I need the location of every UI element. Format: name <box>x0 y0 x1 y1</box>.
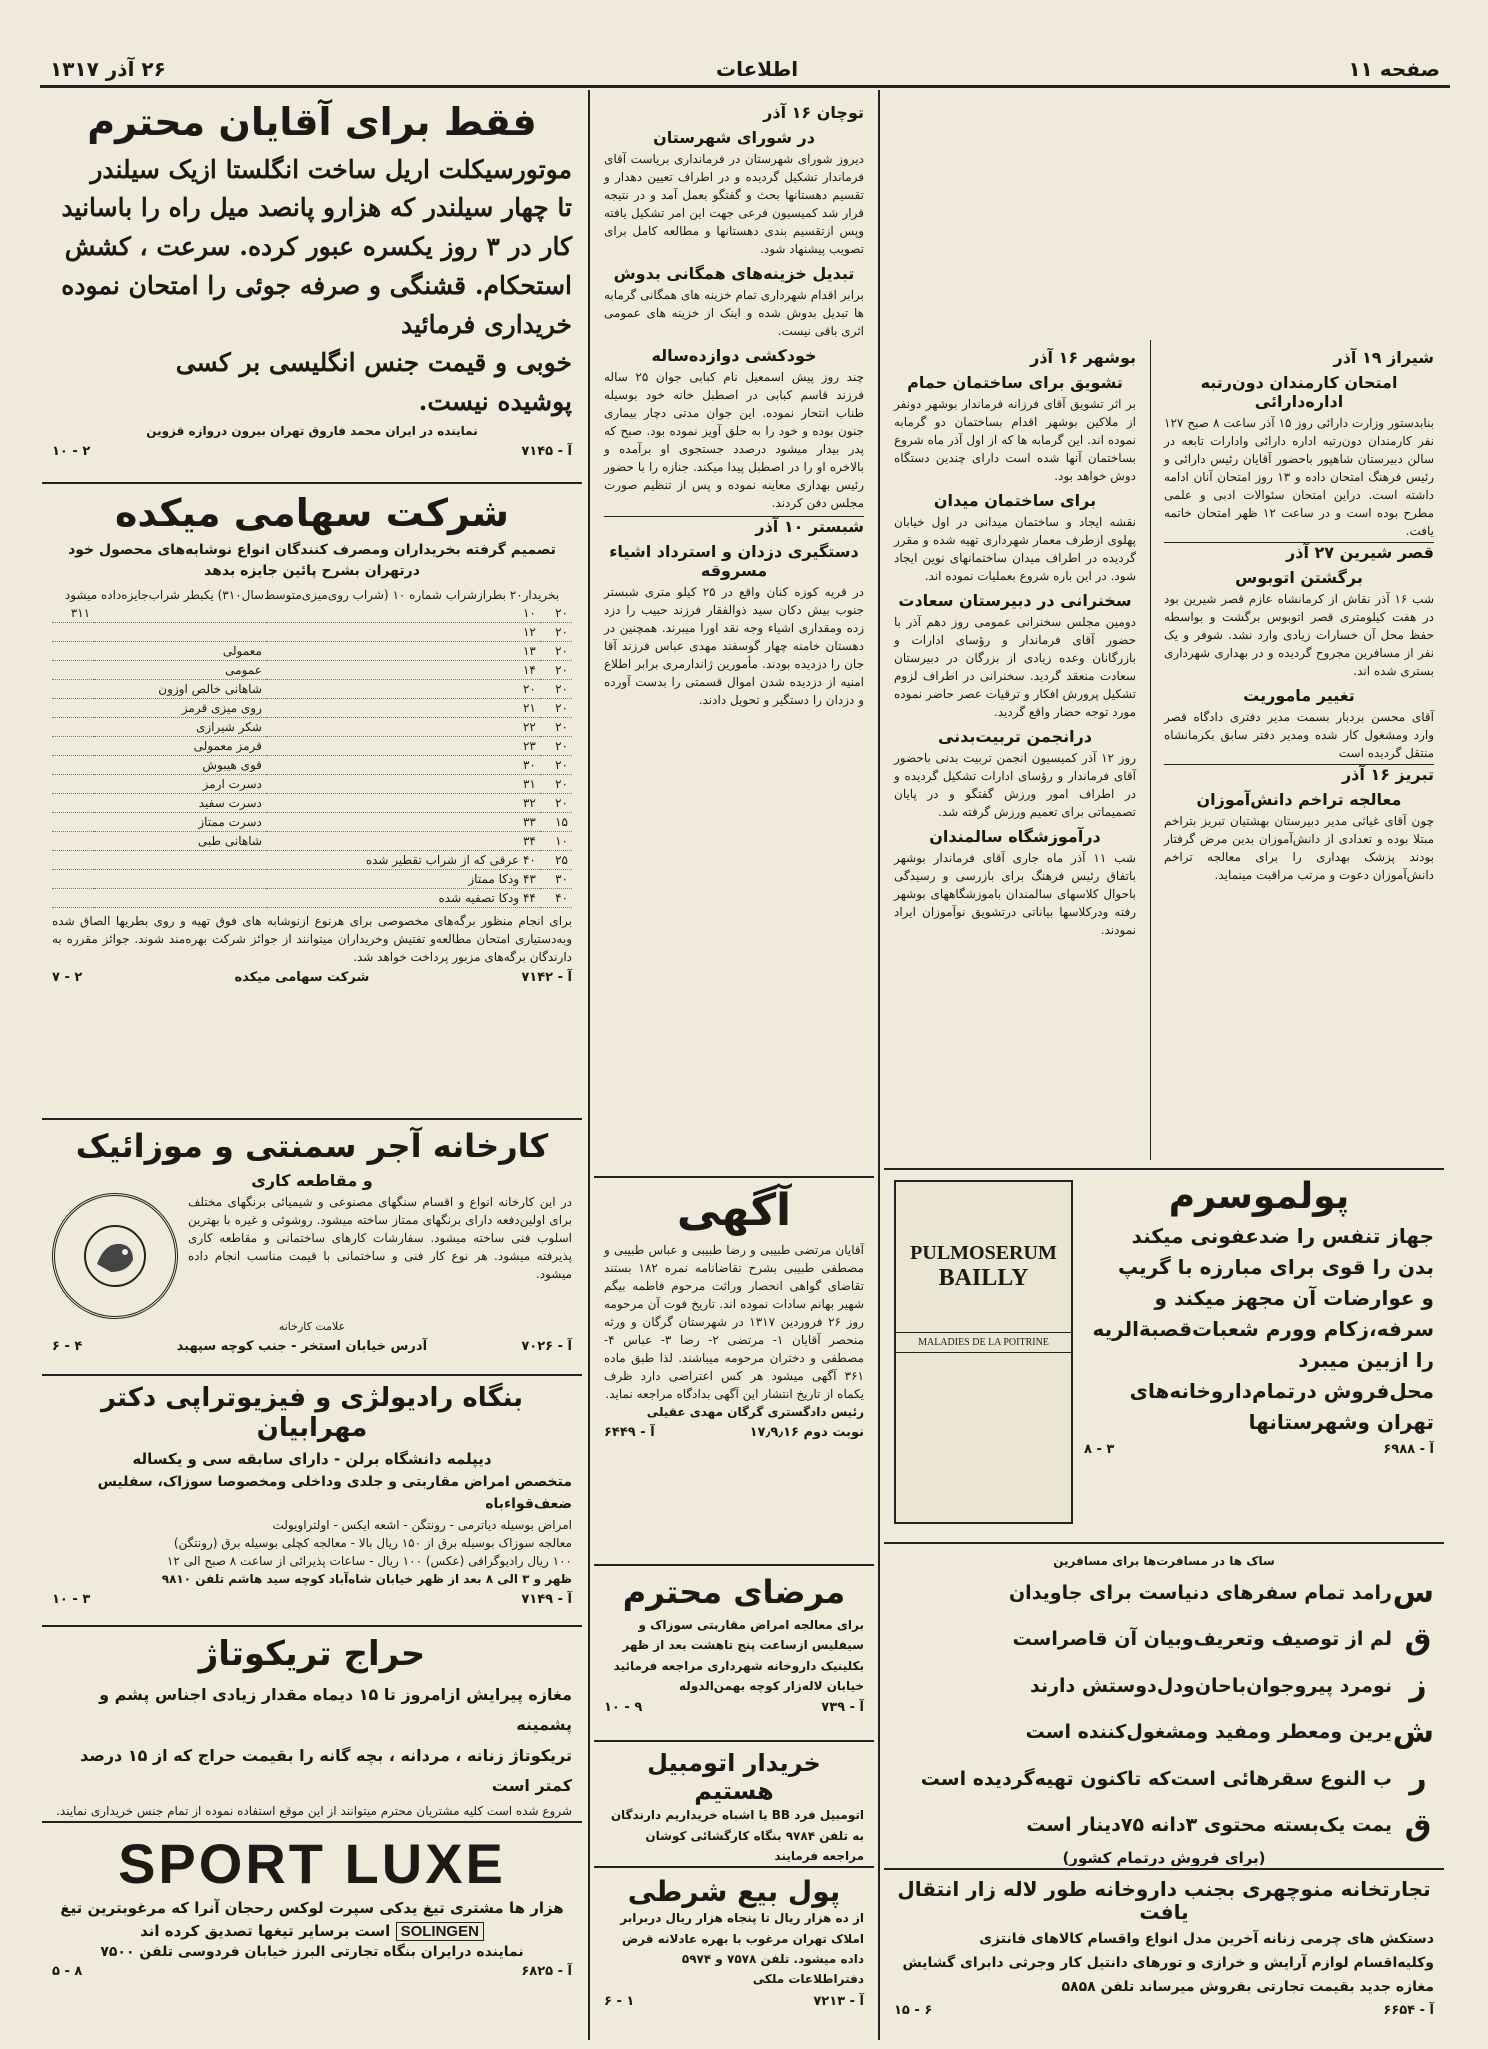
news-heading: تبدیل خزینه‌های همگانی بدوش <box>613 264 855 283</box>
price-cell: شکر شیرازی <box>94 717 266 736</box>
tile-subtitle: و مقاطعه کاری <box>251 1170 373 1190</box>
price-cell: ۳۲ <box>266 793 540 812</box>
bags-header: ساک ها در مسافرت‌ها برای مسافرین <box>1053 1554 1275 1568</box>
news-body: دیروز شورای شهرستان در فرمانداری بریاست آقای فرماندار تشکیل گردیده و در اطراف تعیین دهدار و تقسیم دهستانها بحث و گفتگو بعمل آمد و در نتیجه قرار شد کمیسیون فرعی جهت این امر تشکیل یافته وپس ازتقسیم بندی دهستانها و مطالعه کامل برای تصویب پیشنهاد شود. <box>604 152 864 256</box>
column-rule-middle <box>878 90 880 2040</box>
acrostic-row <box>894 1803 1434 1850</box>
price-cell: ۳۴ <box>266 831 540 850</box>
carbuyer-title: خریدار اتومبیل هستیم <box>647 1749 821 1805</box>
price-cell: شاهانی طبی <box>94 831 266 850</box>
price-row <box>52 604 572 623</box>
radiology-line: معالجه سوزاک بوسیله برق از ۱۵۰ ریال بالا - معالجه کچلی بوسیله برق (رونتگن) <box>173 1535 572 1550</box>
news-heading: سخنرانی در دبیرستان سعادت <box>898 591 1132 610</box>
tile-title: کارخانه آجر سمنتی و موزائیک <box>75 1127 549 1165</box>
sport-luxe-brand: SPORT LUXE <box>118 1832 506 1895</box>
page-number: صفحه ۱۱ <box>1348 56 1440 81</box>
price-row <box>52 774 572 793</box>
pulmoserum-line: محل‌فروش درتمام‌داروخانه‌های <box>1129 1379 1434 1404</box>
dateline: بوشهر ۱۶ آذر <box>1030 348 1136 367</box>
price-cell: ۱۰ <box>540 831 572 850</box>
price-cell <box>52 755 94 774</box>
winery-ad <box>42 486 582 1116</box>
price-cell: ۲۰ <box>540 660 572 679</box>
sport-line: هزار ها مشتری تیغ یدکی سپرت لوکس رحجان آنرا که مرغوبترین تیغ <box>60 1899 564 1917</box>
acrostic-letter: ق <box>1404 1621 1432 1657</box>
divider <box>884 1868 1444 1870</box>
ad-code: آ - ۷۲۱۳ <box>813 1993 864 2009</box>
motorcycle-line: کار در ۳ روز یکسره عبور کرده. سرعت ، کشش <box>64 232 572 262</box>
pharmacy-title: تجارتخانه منوچهری بجنب داروخانه طور لاله زار انتقال یافت <box>897 1877 1431 1924</box>
acrostic-letter: ش <box>1392 1714 1434 1750</box>
pulmoserum-title: پولموسرم <box>1168 1176 1350 1217</box>
price-cell <box>94 622 266 641</box>
news-heading: تشویق برای ساختمان حمام <box>907 373 1123 392</box>
divider <box>42 482 582 484</box>
dateline: توچان ۱۶ آذر <box>763 103 864 122</box>
price-cell: معمولی <box>94 641 266 660</box>
acrostic-row <box>894 1570 1434 1617</box>
winery-note: بخریدار۲۰ بطرازشراب شماره ۱۰ (شراب روی‌میزی‌متوسط‌سال۳۱۰) یکبطر شراب‌جایزه‌داده میشود <box>64 587 560 602</box>
price-cell: ۲۰ <box>540 641 572 660</box>
car-buyer-ad <box>594 1744 874 1864</box>
price-cell: ۳۳ <box>266 812 540 831</box>
price-cell: شاهانی خالص اوزون <box>94 679 266 698</box>
acrostic-text: ب النوع سقرهائی است‌که تاکنون تهیه‌گردیده است <box>920 1767 1392 1790</box>
news-heading: برای ساختمان میدان <box>933 491 1097 510</box>
notice-title: آگهی <box>676 1185 792 1236</box>
acrostic-letter: ر <box>1409 1761 1427 1796</box>
price-cell <box>52 698 94 717</box>
radiology-line: امراض بوسیله دیاترمی - رونتگن - اشعه ایکس - اولتراویولت <box>272 1517 572 1532</box>
price-row <box>52 660 572 679</box>
pulmoserum-line: و عوارضات آن مجهز میکند و <box>1154 1286 1434 1311</box>
price-row <box>52 641 572 660</box>
solingen-brand: SOLINGEN <box>396 1922 484 1941</box>
price-cell: ۱۵ <box>540 812 572 831</box>
price-cell <box>94 869 266 888</box>
price-row <box>52 812 572 831</box>
radiology-line: متخصص امراض مقاربتی و جلدی وداخلی ومخصوصا سوزاک، سفلیس ضعف‌قواءباه <box>97 1473 572 1513</box>
ad-code: آ - ۶۹۸۸ <box>1383 1442 1434 1458</box>
price-cell: ۲۰ <box>540 755 572 774</box>
price-row <box>52 679 572 698</box>
pulmoserum-maker: BAILLY <box>938 1265 1029 1291</box>
ad-code: آ - ۷۱۴۵ <box>521 443 572 459</box>
winery-sign: شرکت سهامی میکده <box>234 969 370 985</box>
acrostic-letter: ز <box>1409 1668 1427 1703</box>
price-cell <box>52 831 94 850</box>
tricot-title: حراج تریکوتاژ <box>198 1634 426 1674</box>
pulmoserum-label: MALADIES DE LA POITRINE <box>896 1332 1071 1353</box>
news-body: شب ۱۱ آذر ماه جاری آقای فرماندار بوشهر باتفاق رئیس فرهنگ برای بازرسی و رسیدگی باحوال کلاسهای سالمندان باموزشگاههای بوشهر رفته ودرکلاسها بیاناتی درتشویق نوآموزان ایراد نمودند. <box>894 851 1136 937</box>
lion-emblem-icon <box>75 1216 155 1296</box>
pharmacy-body: دستکش های چرمی زنانه آخرین مدل انواع واقسام کالاهای فانتزی وکلیه‌اقسام لوازم آرایش و خرازی و تورهای دانتیل کار وجرثی دابرای گشایش مغازه جدید بقیمت تجارتی بفروش میرساند تلفن ۵۸۵۸ <box>902 1931 1434 1995</box>
motorcycle-line: خریداری فرمائید <box>401 309 572 339</box>
ad-code: آ - ۷۱۴۲ <box>521 969 572 985</box>
price-cell: قرمز معمولی <box>94 736 266 755</box>
tile-body: در این کارخانه انواع و اقسام سنگهای مصنوعی و شیمیائی برنگهای مختلف برای اولین‌دفعه دارای برنگهای ممتاز ساخته میشود. روشوئی و غیره با بهترین اسلوب فنی ساخته میشود. سفارشات کارهای ساختمانی و مقاطعه کاری پذیرفته میشود. هر نوع کار فنی و ساختمانی با قیمت مناسب انجام داده میشود. <box>188 1194 572 1281</box>
pulmoserum-box <box>894 1180 1073 1524</box>
sport-line: نماینده درایران بنگاه تجارتی البرز خیابان فردوسی تلفن ۷۵۰۰ <box>100 1943 524 1960</box>
notice-date: نوبت دوم ۱۷٫۹٫۱۶ <box>749 1424 864 1440</box>
motorcycle-title: فقط برای آقایان محترم <box>87 100 537 144</box>
ad-code: آ - ۷۳۹ <box>821 1700 864 1716</box>
price-cell: ۲۰ <box>540 698 572 717</box>
column-rule-left <box>588 90 590 2040</box>
pulmoserum-line: تهران وشهرستانها <box>1248 1410 1434 1435</box>
news-heading: معالجه تراخم دانش‌آموزان <box>1196 790 1402 809</box>
price-cell: ۲۰ <box>540 604 572 623</box>
loan-body: از ده هزار ریال تا پنجاه هزار ریال دربرابر املاک تهران مرغوب با بهره عادلانه قرض داده میشود. تلفن ۷۵۷۸ و ۵۹۷۴ دفتراطلاعات ملکی <box>620 1911 864 1987</box>
news-body: بنابدستور وزارت دارائی روز ۱۵ آذر ساعت ۸ صبح ۱۲۷ نفر کارمندان دون‌رتبه اداره دارائی وادارات تابعه در سالن دبیرستان شاهپور باحضور آقایان رئیس دارائی و رئیس فرهنگ امتحان داده و ۱۳ روز امتحان آنان ادامه داشته است. دراین امتحان سئوالات ادبی و علمی مطرح بوده است و در ساعت ۱۲ ظهر امتحان خاتمه یافت. <box>1164 416 1435 538</box>
loan-ad <box>594 1870 874 2040</box>
acrostic-row <box>894 1756 1434 1803</box>
price-cell: دسرت سفید <box>94 793 266 812</box>
pulmoserum-line: را ازبین میبرد <box>1298 1348 1434 1373</box>
news-heading: در شورای شهرستان <box>653 128 815 147</box>
divider <box>42 1625 582 1627</box>
divider <box>594 1176 874 1178</box>
radiology-ad <box>42 1378 582 1623</box>
tile-factory-ad <box>42 1122 582 1372</box>
ad-code: ۲ - ۷ <box>52 969 83 985</box>
ad-code: ۶ - ۱۵ <box>894 2003 933 2019</box>
patients-body: برای معالجه امراض مقاربتی سوزاک و سیفلیس ازساعت پنج تاهشت بعد از ظهر بکلینیک داروخانه شهرداری مراجعه فرمائید خیابان لاله‌زار کوچه بهمن‌الدوله <box>613 1617 864 1693</box>
price-cell: ۲۰ <box>540 717 572 736</box>
divider <box>42 1821 582 1823</box>
notice-sign: رئیس دادگستری گرگان مهدی عقیلی <box>646 1404 864 1419</box>
paper-name: اطلاعات <box>716 56 799 81</box>
price-cell <box>52 679 94 698</box>
price-row <box>52 717 572 736</box>
acrostic-text: لم از توصیف وتعریف‌وبیان آن قاصراست <box>1012 1628 1392 1651</box>
tricot-line: تریکوتاژ زنانه ، مردانه ، بچه گانه را بقیمت حراج که از ۱۵ درصد کمتر است <box>80 1745 572 1796</box>
news-body: دومین مجلس سخنرانی عمومی روز دهم آذر با حضور آقای فرماندار و رؤسای ادارات و بازرگانان وعده زیادی از بزرگان در دبیرستان سعادت منعقد گردید. سخنرانی در اطراف لزوم تشکیل پرورش افکار و ترقیات عصر حاضر نموده مورد توجه حضار واقع گردید. <box>894 615 1136 719</box>
sport-luxe-ad <box>42 1825 582 2035</box>
price-cell <box>52 812 94 831</box>
price-cell: ۳۱ <box>266 774 540 793</box>
price-cell: ۱۳ <box>266 641 540 660</box>
seal-caption: علامت کارخانه <box>278 1319 346 1333</box>
price-cell: دسرت ممتاز <box>94 812 266 831</box>
news-body: برابر اقدام شهرداری تمام خزینه های همگانی گرمابه ها تبدیل بدوش شده و اینک از خزینه های عمومی اثری باقی نیست. <box>604 288 864 338</box>
radiology-line: دیپلمه دانشگاه برلن - دارای سابقه سی و یکساله <box>132 1449 492 1468</box>
sport-line: است برسایر تیغها تصدیق کرده اند <box>140 1921 391 1940</box>
price-cell: ۲۲ <box>266 717 540 736</box>
dateline: قصر شیرین ۲۷ آذر <box>1164 542 1434 562</box>
price-cell: ۲۳ <box>266 736 540 755</box>
price-row <box>52 698 572 717</box>
acrostic-row <box>894 1710 1434 1757</box>
price-cell: ۳۰ <box>540 869 572 888</box>
ad-code: ۴ - ۶ <box>52 1339 83 1355</box>
winery-body: برای انجام منظور برگه‌های مخصوصی برای هرنوع ازنوشابه های فوق تهیه و روی بطریها الصاق شده وبه‌دستیاری امتحان مطالعه‌و تفتیش وخریداران میتوانند از جوائز شرکت بهره‌مند شوند. جوائز مقرره به دارندگان برگه‌های مزبور پرداخت خواهد شد. <box>52 913 572 964</box>
patients-ad <box>594 1568 874 1738</box>
divider <box>594 1564 874 1566</box>
pulmoserum-ad <box>884 1172 1444 1540</box>
price-row <box>52 793 572 812</box>
ad-code: آ - ۷۰۲۶ <box>521 1339 572 1355</box>
motorcycle-line: خوبی و قیمت جنس انگلیسی بر کسی <box>175 348 572 378</box>
bags-note: (برای فروش درتمام کشور) <box>1062 1849 1266 1866</box>
price-row <box>52 736 572 755</box>
tricot-line: مغازه پیرایش ازامروز تا ۱۵ دیماه مقدار زیادی اجناس‌ پشم و پشمینه <box>99 1685 572 1735</box>
price-row <box>52 888 572 907</box>
price-cell: ۲۰ <box>540 793 572 812</box>
price-cell <box>52 869 94 888</box>
pulmoserum-line: جهاز تنفس را ضدعفونی میکند <box>1131 1224 1434 1249</box>
acrostic-text: نومرد پیروجوان‌باحان‌ودل‌دوستش دارند <box>1030 1674 1392 1697</box>
radiology-title: بنگاه رادیولژی و فیزیوتراپی دکتر مهرابیان <box>100 1383 524 1443</box>
price-cell: ۲۰ <box>266 679 540 698</box>
divider <box>884 1542 1444 1544</box>
price-cell: ۴۰ عرقی که از شراب تقطیر شده <box>266 850 540 869</box>
divider <box>42 1118 582 1120</box>
notice-ad <box>594 1180 874 1562</box>
motorcycle-line: تا چهار سیلندر که هزارو پانصد میل راه را باسانید <box>61 193 572 223</box>
price-cell: ۴۴ ودکا تصفیه شده <box>266 888 540 907</box>
price-cell: ۲۵ <box>540 850 572 869</box>
news-heading: دستگیری دزدان و استرداد اشیاء مسروقه <box>609 542 859 580</box>
price-cell <box>52 850 94 869</box>
price-cell: ۱۰ <box>266 604 540 623</box>
price-cell: ۱۴ <box>266 660 540 679</box>
tricot-ad <box>42 1629 582 1819</box>
ad-code: ۸ - ۵ <box>52 1963 83 1979</box>
pulmoserum-line: سرفه،زکام وورم شعبات‌قصبةالریه <box>1092 1317 1434 1342</box>
dateline: شیراز ۱۹ آذر <box>1333 348 1434 367</box>
news-body: در قریه کوزه کنان واقع در ۲۵ کیلو متری شبستر جنوب بیش دکان سید ذوالفقار فرزند حبیب را دزد زده ومقداری اشیاء وجه نقد اورا میبرند. همچنین در دهستان خامنه چهار گوسفند مهدی عباس فرزند آقا جان را دزدیده بودند. مأمورین ژاندارمری برابر اطلاع امنیه از دزدیده شدن اموال قسمتی را بدست آورده و دزدان را دستگیر و تحویل دادند. <box>604 585 865 707</box>
radiology-line: ظهر و ۳ الی ۸ بعد از ظهر خیابان شاه‌آباد کوچه سید هاشم تلفن ۹۸۱۰ <box>161 1571 572 1586</box>
divider <box>884 1168 1444 1170</box>
news-body: چند روز پیش اسمعیل نام کبابی جوان ۲۵ ساله فرزند قاسم کبابی در اصطبل خانه خود بوسیله طناب انتحار نموده. این جوان مدتی دچار بیماری جنون بوده و خود را به حلق آویز نموده بود. صبح که پدر بیدار میشود درصدد جستجوی او برآمده و بالاخره او را در اصطبل پیدا میکند. جنازه را با حضور رئیس بهداری معاینه نموده و پس از تنظیم صورت مجلس دفن کردند. <box>604 370 864 510</box>
price-cell <box>52 793 94 812</box>
news-heading: درانجمن تربیت‌بدنی <box>937 727 1093 746</box>
factory-seal <box>52 1193 178 1319</box>
price-cell: ۲۱ <box>266 698 540 717</box>
news-body: روز ۱۲ آذر کمیسیون انجمن تربیت بدنی باحضور آقای فرماندار و رؤسای ادارات تشکیل گردیده و در اطراف امور ورزش گفتگو و در پایان تصمیماتی برای تعمیم ورزش گرفته شد. <box>894 751 1137 819</box>
ad-code: ۱ - ۶ <box>604 1993 635 2009</box>
bags-ad <box>884 1546 1444 1866</box>
acrostic-text: یمت یک‌بسته محتوی ۳دانه ۷۵دینار است <box>1026 1814 1392 1837</box>
news-heading: امتحان کارمندان دون‌رتبه اداره‌دارائی <box>1200 373 1398 411</box>
motorcycle-line: استحکام. قشنگی و صرفه جوئی را امتحان نموده <box>61 270 572 300</box>
price-cell <box>52 717 94 736</box>
divider <box>594 1740 874 1742</box>
price-row <box>52 850 572 869</box>
motorcycle-agent: نماینده در ایران محمد فاروق تهران بیرون دروازه قزوین <box>146 423 478 438</box>
loan-title: پول بیع شرطی <box>627 1875 841 1908</box>
price-table <box>52 604 572 908</box>
price-cell: عمومی <box>94 660 266 679</box>
price-cell: ۱۲ <box>266 622 540 641</box>
ad-code: آ - ۷۱۴۹ <box>521 1591 572 1607</box>
divider <box>594 1866 874 1868</box>
ad-code: ۳ - ۸ <box>1084 1442 1115 1458</box>
winery-title: شرکت سهامی میکده <box>114 491 509 535</box>
notice-body: آقایان مرتضی طبیبی و رضا طبیبی و عباس طبیبی و مصطفی طبیبی بشرح تقاضانامه نمره ۱۸۲ بستند تقاضای گواهی انحصار وراثت مرحوم فاطمه بیگم شهیر بهانم سادات نموده اند. تاریخ فوت آن مرحومه روز ۲۶ فروردین ۱۳۱۷ در شهرستان گرگان و ورثه منحصر آقایان ۱- مرتضی ۲- رضا ۳- عباس ۴- مصطفی و دختران مرحومه میباشند. لذا طبق ماده ۳۶۱ آگهی میشود هر کس اعتراضی دارد ظرف یکماه از تاریخ انتشار این آگهی بدادگاه مراجعه نماید. <box>604 1242 864 1401</box>
ad-code: آ - ۶۶۵۴ <box>1383 2003 1434 2019</box>
price-cell <box>52 660 94 679</box>
news-column-bushehr <box>884 340 1146 1160</box>
ad-code: ۲ - ۱۰ <box>52 443 91 459</box>
price-cell: ۴۳ ودکا ممتاز <box>266 869 540 888</box>
tile-address: آدرس خیابان استخر - جنب کوچه سپهبد <box>176 1339 428 1355</box>
price-cell: روی میزی قرمز <box>94 698 266 717</box>
price-cell: ۳۱۱ <box>52 604 94 623</box>
motorcycle-line: موتورسیکلت اریل ساخت انگلستا ازیک سیلندر <box>90 154 572 184</box>
price-cell <box>94 850 266 869</box>
price-row <box>52 831 572 850</box>
carbuyer-body: اتومبیل فرد BB یا اشباه خریداریم دارندگان به تلفن ۹۷۸۴ بنگاه کارگشائی کوشان مراجعه فرمایند <box>610 1808 864 1863</box>
news-heading: درآموزشگاه سالمندان <box>929 827 1101 846</box>
issue-date: ۲۶ آذر ۱۳۱۷ <box>50 56 166 81</box>
acrostic-letter: ق <box>1404 1807 1432 1843</box>
price-cell: ۲۰ <box>540 679 572 698</box>
price-cell <box>52 622 94 641</box>
tricot-line: شروع شده است کلیه مشتریان محترم میتوانند از این موقع استفاده نموده از تمام جنس خریداری نمایند. <box>56 1803 572 1818</box>
dateline: شبستر ۱۰ آذر <box>604 516 864 536</box>
news-body: شب ۱۶ آذر نقاش از کرمانشاه عازم قصر شیرین بود در هفت کیلومتری قصر اتوبوس برگشت و بواسطه حفظ محل آن خسارات زیادی وارد نشد. شوفر و یک نفر از مسافرین مجروح گردیده و در بهداری شهرداری بستری شده اند. <box>1164 592 1434 678</box>
acrostic-list <box>894 1570 1434 1849</box>
divider <box>42 1374 582 1376</box>
ad-code: آ - ۶۸۲۵ <box>521 1963 572 1979</box>
patients-title: مرضای محترم <box>622 1573 846 1611</box>
price-row <box>52 622 572 641</box>
winery-intro: تصمیم گرفته بخریداران ومصرف کنندگان انواع نوشابه‌های محصول خود درتهران بشرح پائین جایزه بدهد <box>68 541 556 579</box>
news-column-middle <box>594 95 874 1175</box>
news-heading: خودکشی دوازده‌ساله <box>651 346 817 365</box>
motorcycle-line: پوشیده نیست. <box>418 387 572 417</box>
acrostic-letter: س <box>1392 1575 1434 1610</box>
price-cell: ۲۰ <box>540 774 572 793</box>
news-body: نقشه ایجاد و ساختمان میدانی در اول خیابان پهلوی ازطرف معمار شهرداری تهیه شده و مقرر گردیده در اطراف میدان ساختمانهای نوین ایجاد شود. در این باره شروع بعملیات نموده اند. <box>894 515 1136 583</box>
pulmoserum-line: بدن را قوی برای مبارزه با گریپ <box>1117 1255 1434 1280</box>
price-cell: ۴۰ <box>540 888 572 907</box>
ad-code: ۹ - ۱۰ <box>604 1700 643 1716</box>
ad-code: آ - ۶۴۴۹ <box>604 1424 655 1440</box>
price-cell: دسرت ارمز <box>94 774 266 793</box>
price-cell <box>52 888 94 907</box>
pharmacy-ad <box>884 1872 1444 2040</box>
news-body: آقای محسن بردبار بسمت مدیر دفتری دادگاه قصر وارد ومشغول کار شده ومدیر دفتر سابق بکرمانشاه منتقل گردیده است <box>1164 710 1434 760</box>
acrostic-row <box>894 1617 1434 1664</box>
sub-column-rule <box>1150 340 1151 1160</box>
price-cell <box>94 888 266 907</box>
masthead <box>40 52 1450 88</box>
motorcycle-ad <box>42 95 582 480</box>
price-row <box>52 755 572 774</box>
price-cell <box>52 774 94 793</box>
news-heading: تغییر ماموریت <box>1243 686 1355 705</box>
acrostic-text: یرین ومعطر ومفید ومشغول‌کننده است <box>1025 1721 1392 1744</box>
ad-code: ۳ - ۱۰ <box>52 1591 91 1607</box>
news-body: چون آقای غیاثی مدیر دبیرستان بهشتیان تبریز بتراخم مبتلا بوده و تعدادی از دانش‌آموزان بدین مرض گرفتار بودند پزشک بهداری را برای معالجه تراخم دانش‌آموزان دعوت و مرتب مراقبت مینماید. <box>1164 814 1434 882</box>
price-cell <box>52 641 94 660</box>
price-row <box>52 869 572 888</box>
acrostic-text: رامد تمام سفرهای دنیاست برای جاویدان <box>1008 1581 1392 1604</box>
price-cell <box>94 604 266 623</box>
dateline: تبریز ۱۶ آذر <box>1164 764 1434 784</box>
radiology-line: ۱۰۰ ریال رادیوگرافی (عکس) ۱۰۰ ریال - ساعات پذیرائی از ساعت ۸ صبح الی ۱۲ <box>166 1553 572 1568</box>
price-cell: ۲۰ <box>540 736 572 755</box>
pulmoserum-brand: PULMOSERUM <box>910 1242 1057 1264</box>
news-heading: برگشتن اتوبوس <box>1235 568 1363 587</box>
acrostic-row <box>894 1663 1434 1710</box>
price-cell <box>52 736 94 755</box>
news-body: بر اثر تشویق آقای فرزانه فرماندار بوشهر دونفر از ملاکین بوشهر اقدام بساختمان دو گرمابه نموده اند. این گرمابه ها که از اول آذر ماه شروع بساختمان آنها شده است دارای چندین دستگاه دوش خواهد بود. <box>894 397 1136 483</box>
price-cell: ۳۰ <box>266 755 540 774</box>
price-cell: ۲۰ <box>540 622 572 641</box>
news-column-shiraz <box>1154 340 1444 1160</box>
price-cell: قوی هیبوش <box>94 755 266 774</box>
